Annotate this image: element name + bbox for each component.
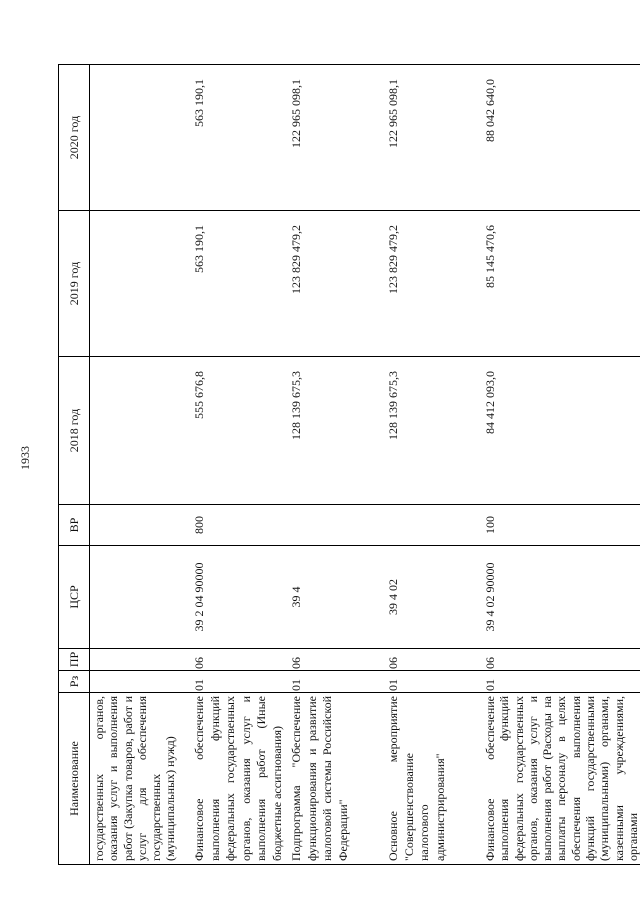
row-vr: 100: [481, 505, 640, 546]
row-csr: 39 4 02: [384, 546, 481, 649]
row-name: Финансовое обеспечение выполнения функций федеральных государственных органов, оказания услуг и выполнения работ (Расходы на выплаты персоналу в целях обеспечения выполнения функций государственными (муниципальными) органами, казенными учреждениями, органами: [481, 693, 640, 865]
table-row: [384, 65, 481, 865]
row-pr: [90, 649, 191, 671]
header-2018: 2018 год: [59, 357, 90, 505]
budget-table-page: [58, 65, 640, 865]
row-name: государственных органов, оказания услуг и выполнения работ (Закупка товаров, работ и услуг для обеспечения государственных (муниципальных) нужд): [90, 693, 191, 865]
row-csr: 39 4: [287, 546, 384, 649]
row-2020: 88 042 640,0: [481, 65, 640, 211]
row-vr: [287, 505, 384, 546]
row-pr: 06: [287, 649, 384, 671]
row-2019: [90, 211, 191, 357]
page-number: 1933: [18, 446, 32, 470]
row-name: Подпрограмма "Обеспечение функционирования и развитие налоговой системы Российской Федерации": [287, 693, 384, 865]
row-2020: 122 965 098,1: [384, 65, 481, 211]
budget-table: [58, 64, 640, 865]
row-csr: 39 2 04 90000: [190, 546, 287, 649]
header-pr: ПР: [59, 649, 90, 671]
row-rz: 01: [190, 671, 287, 693]
row-vr: [384, 505, 481, 546]
row-csr: 39 4 02 90000: [481, 546, 640, 649]
header-2019: 2019 год: [59, 211, 90, 357]
row-2020: 122 965 098,1: [287, 65, 384, 211]
header-csr: ЦСР: [59, 546, 90, 649]
row-2018: 555 676,8: [190, 357, 287, 505]
row-rz: 01: [287, 671, 384, 693]
header-vr: ВР: [59, 505, 90, 546]
row-2020: 563 190,1: [190, 65, 287, 211]
header-2020: 2020 год: [59, 65, 90, 211]
row-2019: 123 829 479,2: [384, 211, 481, 357]
row-2019: 85 145 470,6: [481, 211, 640, 357]
row-rz: [90, 671, 191, 693]
row-2020: [90, 65, 191, 211]
header-rz: Рз: [59, 671, 90, 693]
table-row: [190, 65, 287, 865]
row-2018: [90, 357, 191, 505]
table-header-row: [59, 65, 90, 865]
header-name: Наименование: [59, 693, 90, 865]
row-rz: 01: [481, 671, 640, 693]
table-row: [481, 65, 640, 865]
table-row: [90, 65, 191, 865]
row-pr: 06: [190, 649, 287, 671]
row-rz: 01: [384, 671, 481, 693]
row-pr: 06: [481, 649, 640, 671]
row-csr: [90, 546, 191, 649]
row-2018: 128 139 675,3: [384, 357, 481, 505]
row-2018: 84 412 093,0: [481, 357, 640, 505]
row-name: Финансовое обеспечение выполнения функций федеральных государственных органов, оказания услуг и выполнения работ (Иные бюджетные ассигнования): [190, 693, 287, 865]
row-vr: 800: [190, 505, 287, 546]
row-pr: 06: [384, 649, 481, 671]
row-name: Основное мероприятие "Совершенствование налогового администрирования": [384, 693, 481, 865]
row-vr: [90, 505, 191, 546]
row-2019: 563 190,1: [190, 211, 287, 357]
row-2018: 128 139 675,3: [287, 357, 384, 505]
table-row: [287, 65, 384, 865]
row-2019: 123 829 479,2: [287, 211, 384, 357]
